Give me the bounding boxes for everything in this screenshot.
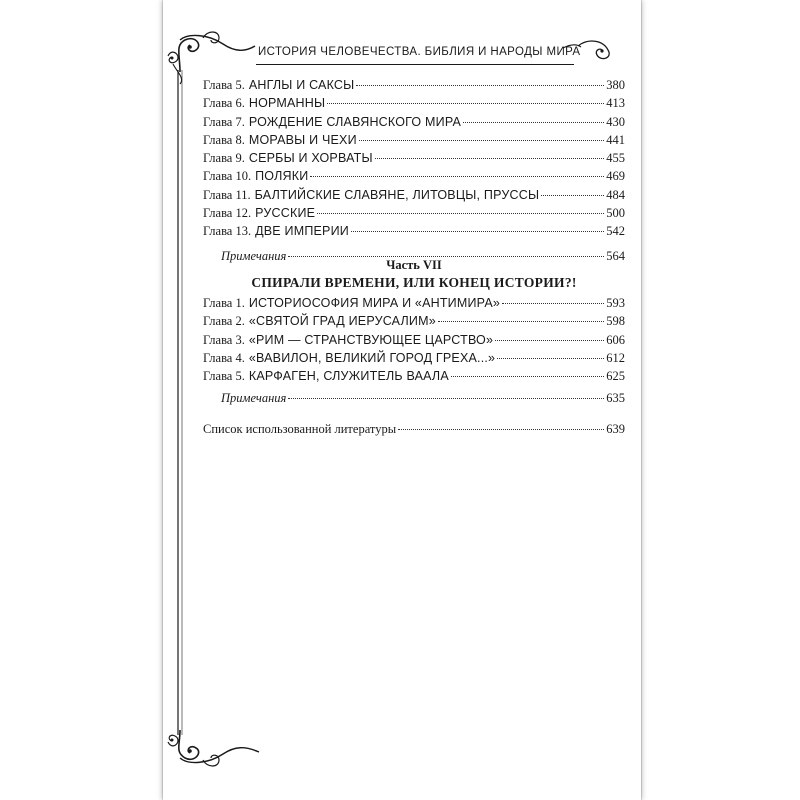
toc-page-number: 593 <box>606 296 625 310</box>
toc-dot-leader <box>351 231 604 232</box>
toc-entry[interactable] <box>203 186 625 204</box>
toc-dot-leader <box>288 398 604 399</box>
toc-chapter-number: Глава 7. <box>203 114 245 129</box>
toc-entry[interactable] <box>203 349 625 367</box>
toc-chapter-number: Глава 13. <box>203 224 252 239</box>
toc-page-number: 441 <box>606 132 625 147</box>
toc-chapter-title: «СВЯТОЙ ГРАД ИЕРУСАЛИМ» <box>248 314 436 329</box>
toc-dot-leader <box>497 358 604 359</box>
toc-chapter-number: Глава 9. <box>203 151 245 166</box>
toc-entry[interactable] <box>203 113 625 131</box>
running-head: ИСТОРИЯ ЧЕЛОВЕЧЕСТВА. БИБЛИЯ И НАРОДЫ МИРА <box>258 46 581 58</box>
toc-chapter-number: Глава 3. <box>203 332 245 347</box>
toc-dot-leader <box>463 122 604 123</box>
toc-entry-notes[interactable] <box>203 389 625 407</box>
toc-chapter-title: СЕРБЫ И ХОРВАТЫ <box>248 151 373 166</box>
toc-dot-leader <box>502 303 604 304</box>
toc-entry[interactable] <box>203 76 625 94</box>
toc-dot-leader <box>317 213 604 214</box>
toc-chapter-title: «ВАВИЛОН, ВЕЛИКИЙ ГОРОД ГРЕХА...» <box>248 350 496 365</box>
toc-dot-leader <box>375 158 605 159</box>
toc-page-number: 469 <box>606 169 625 184</box>
toc-chapter-number: Глава 6. <box>203 96 245 111</box>
toc-entry[interactable] <box>203 149 625 167</box>
toc-dot-leader <box>541 195 604 196</box>
toc-chapter-title: «РИМ — СТРАНСТВУЮЩЕЕ ЦАРСТВО» <box>248 332 494 347</box>
part-title: СПИРАЛИ ВРЕМЕНИ, ИЛИ КОНЕЦ ИСТОРИИ?! <box>251 275 577 290</box>
toc-chapter-number: Глава 5. <box>203 369 245 384</box>
toc-dot-leader <box>327 103 604 104</box>
toc-page-number: 564 <box>606 248 625 263</box>
toc-dot-leader <box>438 321 604 322</box>
toc-chapter-title: РУССКИЕ <box>255 206 316 221</box>
toc-entry[interactable] <box>203 331 625 349</box>
toc-chapter-title: КАРФАГЕН, СЛУЖИТЕЛЬ ВААЛА <box>248 369 449 384</box>
toc-dot-leader <box>310 176 604 177</box>
toc-page-number: 639 <box>606 421 625 436</box>
toc-entry[interactable] <box>203 312 625 330</box>
toc-entry[interactable] <box>203 222 625 240</box>
toc-page-number: 598 <box>606 314 625 329</box>
toc-entry[interactable] <box>203 94 625 112</box>
toc-chapter-title: БАЛТИЙСКИЕ СЛАВЯНЕ, ЛИТОВЦЫ, ПРУССЫ <box>254 187 540 202</box>
toc-chapter-title: НОРМАННЫ <box>248 96 326 111</box>
toc-page-number: 625 <box>606 369 625 384</box>
toc-chapter-title: РОЖДЕНИЕ СЛАВЯНСКОГО МИРА <box>248 114 462 129</box>
toc-chapter-title: ПОЛЯКИ <box>255 169 309 184</box>
toc-page-number: 542 <box>606 224 625 239</box>
toc-entry[interactable] <box>203 131 625 149</box>
toc-chapter-number: Глава 12. <box>203 206 252 221</box>
toc-dot-leader <box>288 256 604 257</box>
toc-dot-leader <box>495 340 604 341</box>
toc-chapter-title: АНГЛЫ И САКСЫ <box>248 78 355 92</box>
toc-chapter-number: Глава 10. <box>203 169 252 184</box>
toc-chapter-title: ДВЕ ИМПЕРИИ <box>255 224 349 239</box>
toc-chapter-number: Глава 2. <box>203 314 245 329</box>
toc-notes-label: Примечания <box>221 248 287 263</box>
toc-page-number: 455 <box>606 151 625 166</box>
toc-entry-bibliography[interactable] <box>203 420 625 438</box>
toc-page-number: 606 <box>606 332 625 347</box>
toc-page-number: 484 <box>606 187 625 202</box>
toc-chapter-number: Глава 1. <box>203 296 245 310</box>
toc-page-number: 500 <box>606 206 625 221</box>
toc-bibliography-label: Список использованной литературы <box>203 421 397 436</box>
toc-section-2 <box>203 294 625 438</box>
toc-entry[interactable] <box>203 204 625 222</box>
toc-page-number: 635 <box>606 391 625 406</box>
running-head-rule <box>256 64 574 65</box>
toc-entry[interactable] <box>203 294 625 312</box>
toc-entry[interactable] <box>203 167 625 185</box>
toc-page-number: 413 <box>606 96 625 111</box>
toc-page-number: 612 <box>606 350 625 365</box>
toc-chapter-title: ИСТОРИОСОФИЯ МИРА И «АНТИМИРА» <box>248 296 501 310</box>
toc-entry[interactable] <box>203 367 625 385</box>
toc-dot-leader <box>398 429 604 430</box>
toc-notes-label: Примечания <box>221 391 287 406</box>
toc-chapter-number: Глава 4. <box>203 350 245 365</box>
toc-dot-leader <box>359 140 604 141</box>
toc-dot-leader <box>451 376 604 377</box>
toc-chapter-title: МОРАВЫ И ЧЕХИ <box>248 132 357 147</box>
toc-chapter-number: Глава 8. <box>203 132 245 147</box>
toc-chapter-number: Глава 5. <box>203 78 245 92</box>
toc-page-number: 430 <box>606 114 625 129</box>
toc-dot-leader <box>356 85 604 86</box>
part-label: Часть VII <box>386 258 442 272</box>
toc-chapter-number: Глава 11. <box>203 187 251 202</box>
toc-section-1 <box>203 76 625 265</box>
toc-page-number: 380 <box>606 78 625 92</box>
